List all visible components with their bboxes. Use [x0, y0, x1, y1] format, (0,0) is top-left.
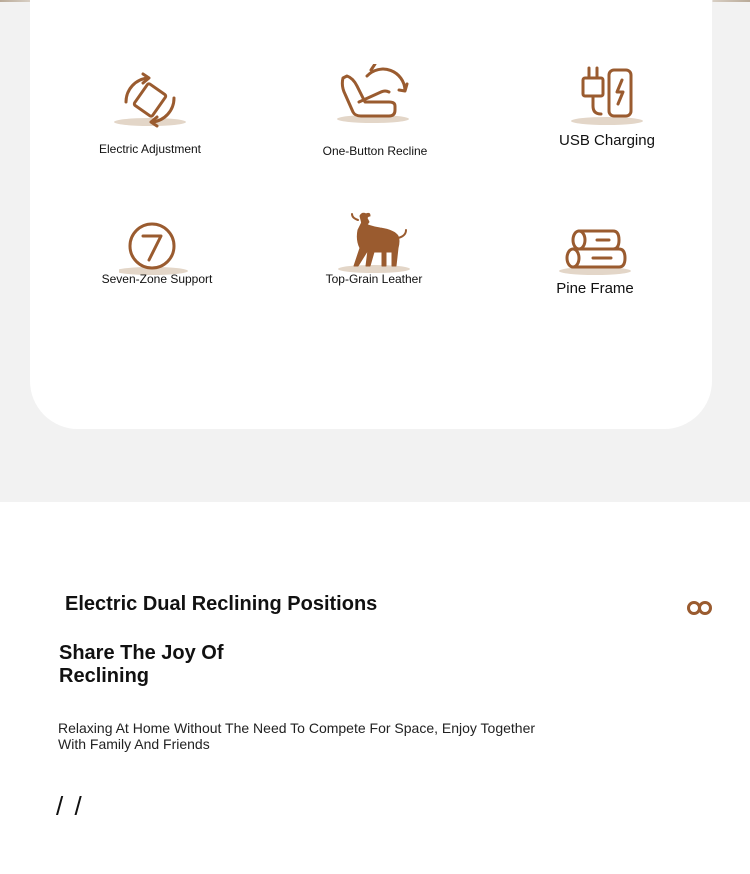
reclining-section: [0, 502, 750, 874]
feature-label: One-Button Recline: [322, 144, 428, 158]
feature-pine-frame: [523, 226, 667, 316]
feature-label: Electric Adjustment: [98, 142, 202, 156]
feature-one-button-recline: [303, 64, 447, 164]
infinity-link-icon[interactable]: [686, 599, 714, 617]
feature-label: USB Charging: [559, 132, 655, 149]
bull-icon: [336, 210, 412, 274]
feature-label: Seven-Zone Support: [101, 272, 213, 286]
feature-electric-adjustment: [78, 70, 222, 160]
section-description: Relaxing At Home Without The Need To Compete For Space, Enjoy Together With Family And Friends: [58, 720, 536, 752]
seven-zone-icon: [119, 222, 195, 276]
recliner-chair-icon: [337, 64, 413, 124]
section-heading: Electric Dual Reclining Positions: [65, 593, 378, 615]
feature-seven-zone-support: [85, 222, 229, 312]
feature-usb-charging: [535, 66, 679, 156]
rotate-arrows-icon: [112, 70, 188, 128]
section-title: Share The Joy Of Reclining: [59, 642, 224, 687]
feature-label: Top-Grain Leather: [325, 272, 423, 286]
feature-label: Pine Frame: [556, 280, 634, 297]
features-card: [30, 0, 712, 429]
usb-charging-icon: [569, 66, 645, 126]
feature-top-grain-leather: [302, 210, 446, 300]
wood-logs-icon: [557, 226, 633, 276]
slash-divider: / /: [56, 791, 84, 821]
